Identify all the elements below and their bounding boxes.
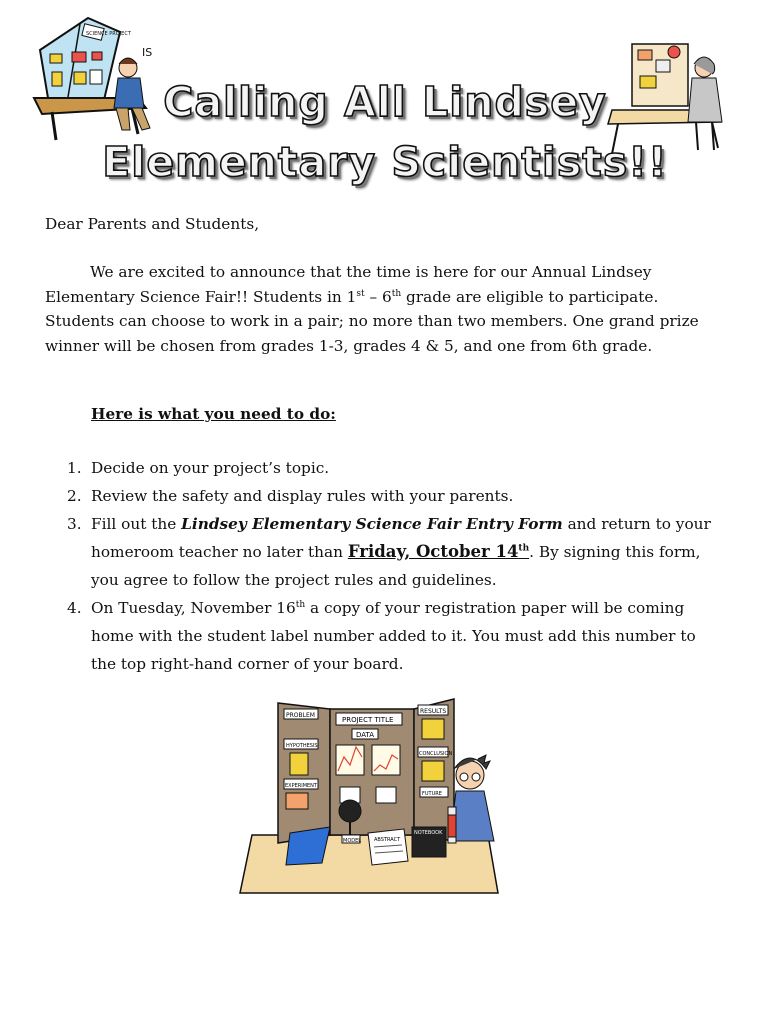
step-text: On Tuesday, November 16 [91, 599, 296, 617]
intro-sup-2: th [391, 288, 402, 299]
step-text: and return to your homeroom teacher no later than [91, 515, 711, 561]
intro-paragraph [45, 260, 720, 358]
list-number: 4. [67, 599, 82, 617]
board-label: PROBLEM [286, 712, 315, 719]
list-item [45, 454, 720, 482]
deadline-date-text: Friday, October 14 [347, 542, 519, 561]
intro-text-1: We are excited to announce that the time is here for our Annual Lindsey Elementary Science Fair!! Students in 1 [45, 263, 652, 306]
step-text: Fill out the [91, 515, 182, 533]
entry-form-name: Lindsey Elementary Science Fair Entry Form [181, 515, 563, 533]
board-sign-label: SCIENCE PROJECT [86, 31, 131, 37]
date-sup: th [295, 599, 306, 610]
list-item [45, 594, 720, 678]
greeting: Dear Parents and Students, [45, 215, 260, 233]
instructions-heading: Here is what you need to do: [91, 405, 336, 423]
step-text: Decide on your project’s topic. [91, 459, 330, 477]
board-label: MODEL [343, 838, 362, 844]
board-label: NOTEBOOK [414, 830, 443, 836]
scribble-text: IS [142, 46, 153, 59]
step-text: . By signing this form, you agree to follow the project rules and guidelines. [91, 543, 701, 589]
board-label: DATA [356, 731, 375, 739]
board-label: RESULTS [420, 708, 447, 715]
science-board-clipart [238, 695, 500, 895]
page-title-line-1: Calling All Lindsey [163, 78, 607, 126]
list-number: 3. [67, 515, 82, 533]
intro-sup-1: st [356, 288, 365, 299]
list-item [45, 510, 720, 594]
board-label: EXPERIMENT [285, 783, 317, 789]
list-number: 1. [67, 459, 82, 477]
page-title-line-2: Elementary Scientists!! [102, 138, 668, 186]
deadline-date [348, 542, 529, 561]
instruction-list [45, 454, 720, 678]
deadline-date-sup: th [518, 543, 530, 554]
list-number: 2. [67, 487, 82, 505]
step-text: Review the safety and display rules with your parents. [91, 487, 514, 505]
list-item [45, 482, 720, 510]
intro-text-2: – 6 [364, 287, 392, 306]
intro-text-3: grade are eligible to participate. Students can choose to work in a pair; no more than two members. One grand prize winner will be chosen from grades 1-3, grades 4 & 5, and one from 6th grade. [45, 287, 699, 355]
board-label: PROJECT TITLE [342, 716, 394, 724]
board-label: HYPOTHESIS [286, 743, 318, 749]
board-label: ABSTRACT [374, 837, 401, 843]
board-label: CONCLUSION [419, 751, 453, 757]
board-label: FUTURE [422, 791, 442, 797]
step-text: a copy of your registration paper will be coming home with the student label number added to it. You must add this number to the top right-hand corner of your board. [91, 599, 696, 673]
